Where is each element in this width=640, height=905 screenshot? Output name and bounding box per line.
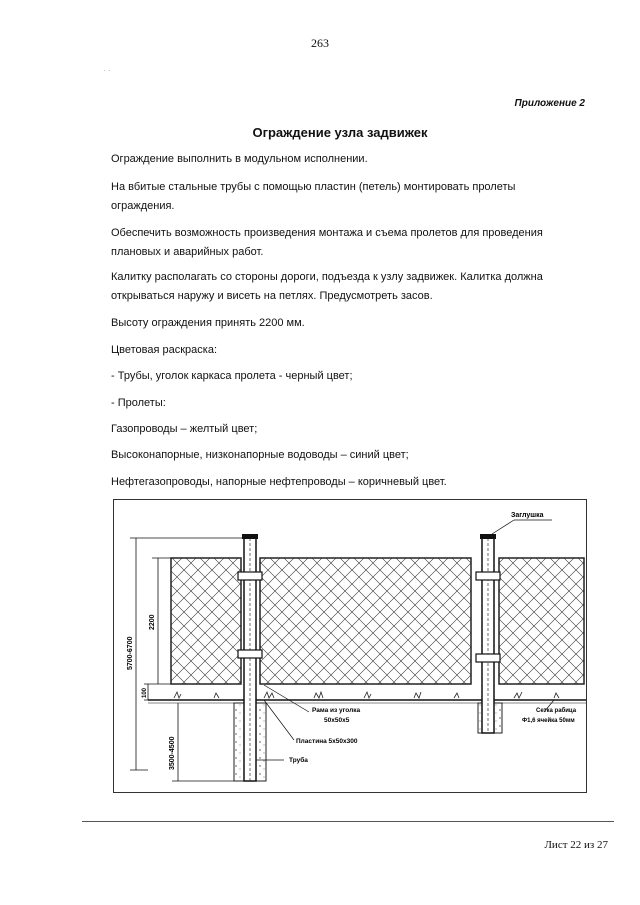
grass <box>174 692 559 698</box>
appendix-label: Приложение 2 <box>514 98 585 109</box>
paragraph: Высоконапорные, низконапорные водоводы – синий цвет; <box>111 449 409 461</box>
dim-buried: 3500-4500 <box>169 736 176 770</box>
paragraph: - Трубы, уголок каркаса пролета - черный цвет; <box>111 370 353 382</box>
label-plate: Пластина 5х50х300 <box>296 738 358 745</box>
cap-left <box>242 534 258 539</box>
footer-divider <box>82 821 614 822</box>
paragraph: Высоту ограждения принять 2200 мм. <box>111 317 305 329</box>
label-mesh-2: Ф1,6 ячейка 50мм <box>522 718 575 724</box>
plate-right-bottom <box>476 654 500 662</box>
paragraph: Обеспечить возможность произведения монтажа и съема пролетов для проведения плановых и аварийных работ. <box>111 227 543 258</box>
mesh-panel-left <box>171 558 241 684</box>
scan-speck: · · <box>103 66 111 75</box>
label-frame-2: 50х50х5 <box>324 717 350 724</box>
label-pipe: Труба <box>289 757 308 764</box>
dim-fence: 2200 <box>149 614 156 630</box>
paragraph: На вбитые стальные трубы с помощью пластин (петель) монтировать пролеты ограждения. <box>111 181 516 212</box>
dim-gap: 100 <box>142 687 148 698</box>
paragraph: Ограждение выполнить в модульном исполнении. <box>111 153 368 165</box>
mesh-panel-right <box>499 558 584 684</box>
cap-right <box>480 534 496 539</box>
mesh-panel-center <box>260 558 471 684</box>
plate-left-top <box>238 572 262 580</box>
document-title: Ограждение узла задвижек <box>252 125 428 140</box>
paragraph: - Пролеты: <box>111 397 166 409</box>
sheet-number: Лист 22 из 27 <box>544 839 608 851</box>
paragraph: Газопроводы – желтый цвет; <box>111 423 258 435</box>
paragraph: Цветовая раскраска: <box>111 344 218 356</box>
page-number: 263 <box>311 36 329 50</box>
paragraph: Калитку располагать со стороны дороги, подъезда к узлу задвижек. Калитка должна открываться наружу и висеть на петлях. Предусмотреть засов. <box>111 271 543 302</box>
label-mesh-1: Сетка рабица <box>536 708 577 714</box>
paragraph: Нефтегазопроводы, напорные нефтепроводы – коричневый цвет. <box>111 476 447 488</box>
label-frame-1: Рама из уголка <box>312 707 361 714</box>
plate-right-top <box>476 572 500 580</box>
label-cap: Заглушка <box>511 512 544 519</box>
fence-drawing <box>113 499 587 793</box>
plate-left-bottom <box>238 650 262 658</box>
dim-total: 5700-6700 <box>127 636 134 670</box>
